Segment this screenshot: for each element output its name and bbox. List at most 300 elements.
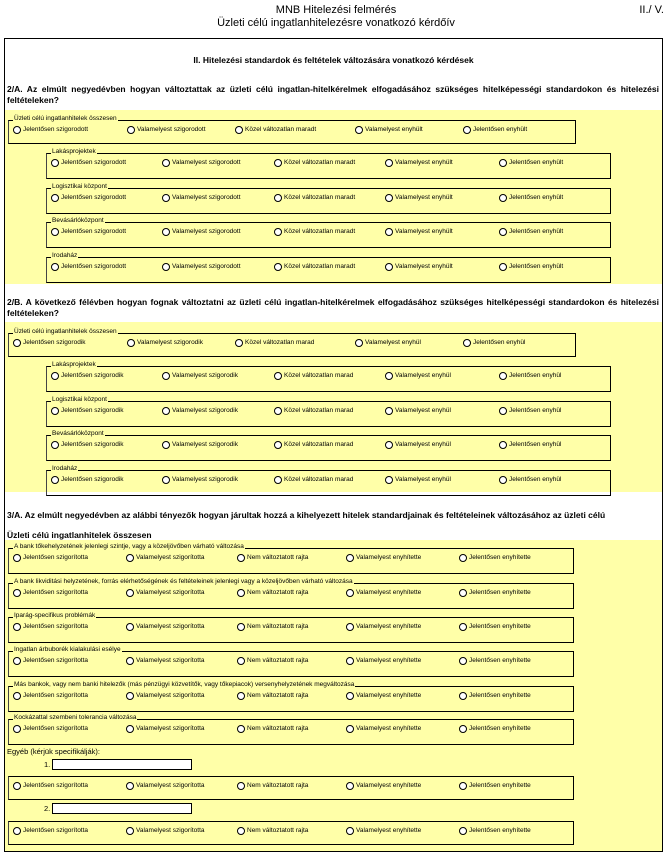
radio-circle-icon[interactable] [13, 827, 21, 835]
option-label: Jelentősen szigorodott [23, 126, 89, 133]
option-q3a-other-2[interactable] [237, 826, 308, 835]
option-label: Jelentősen enyhült [509, 194, 564, 201]
radio-circle-icon[interactable] [274, 441, 282, 449]
option-q3a-1-2[interactable] [237, 588, 308, 597]
radio-circle-icon[interactable] [13, 589, 21, 597]
option-q3a-2-2[interactable] [237, 622, 308, 631]
option-label: Valamelyest szigorodott [172, 159, 241, 166]
group-label: Üzleti célú ingatlanhitelek összesen [14, 328, 117, 335]
radio-circle-icon[interactable] [346, 589, 354, 597]
option-q2b-2-3[interactable] [385, 406, 451, 415]
option-q2a-1-1[interactable] [162, 158, 241, 167]
option-q3a-0-2[interactable] [237, 553, 308, 562]
option-q2a-3-2[interactable] [274, 227, 355, 236]
option-q2a-0-3[interactable] [355, 125, 423, 134]
group-q3a-0 [8, 543, 574, 574]
option-label: Jelentősen enyhítette [469, 692, 531, 699]
radio-circle-icon[interactable] [346, 657, 354, 665]
other-label: Egyéb (kérjük specifikálják): [7, 747, 100, 756]
radio-circle-icon[interactable] [274, 159, 282, 167]
option-label: Jelentősen szigorította [23, 657, 89, 664]
group-label: Iparág-specifikus problémák [14, 612, 96, 619]
option-label: Valamelyest enyhítette [356, 827, 422, 834]
option-q2b-0-0[interactable] [13, 338, 86, 347]
option-label: Jelentősen szigorodik [61, 441, 124, 448]
radio-circle-icon[interactable] [459, 692, 467, 700]
radio-circle-icon[interactable] [499, 476, 507, 484]
radio-circle-icon[interactable] [346, 725, 354, 733]
option-q2b-3-2[interactable] [274, 440, 353, 449]
option-label: Jelentősen enyhítette [469, 782, 531, 789]
radio-circle-icon[interactable] [459, 657, 467, 665]
option-q2a-1-3[interactable] [385, 158, 453, 167]
option-q2b-0-2[interactable] [235, 338, 314, 347]
option-q2a-2-2[interactable] [274, 193, 355, 202]
radio-circle-icon[interactable] [51, 476, 59, 484]
radio-circle-icon[interactable] [385, 194, 393, 202]
option-q2b-2-1[interactable] [162, 406, 238, 415]
option-q3a-2-3[interactable] [346, 622, 421, 631]
group-q3a-3 [8, 646, 574, 677]
radio-circle-icon[interactable] [13, 692, 21, 700]
option-label: Valamelyest enyhítette [356, 657, 422, 664]
group-q2b-4 [46, 465, 611, 496]
option-label: Valamelyest szigorította [136, 692, 205, 699]
option-label: Jelentősen szigorította [23, 827, 89, 834]
option-q3a-0-0[interactable] [13, 553, 88, 562]
radio-circle-icon[interactable] [162, 263, 170, 271]
radio-circle-icon[interactable] [51, 263, 59, 271]
option-label: Közel változatlan maradt [284, 159, 356, 166]
option-q2a-4-1[interactable] [162, 262, 241, 271]
option-label: Közel változatlan marad [284, 407, 354, 414]
radio-circle-icon[interactable] [499, 159, 507, 167]
radio-circle-icon[interactable] [237, 657, 245, 665]
option-q3a-other-1[interactable] [126, 781, 205, 790]
option-q2a-3-1[interactable] [162, 227, 241, 236]
radio-circle-icon[interactable] [13, 657, 21, 665]
option-label: Valamelyest szigorodik [172, 441, 238, 448]
group-label: Logisztikai központ [52, 396, 107, 403]
option-q2b-4-4[interactable] [499, 475, 561, 484]
group-label: A bank likviditási helyzetének, forrás elérhetőségének és feltételeinek jelenlegi vagy a közeljövőben várható változása [14, 578, 353, 585]
option-q2b-4-2[interactable] [274, 475, 353, 484]
group-label: Bevásárlóközpont [52, 430, 104, 437]
option-q2b-1-2[interactable] [274, 371, 353, 380]
option-q3a-5-1[interactable] [126, 724, 205, 733]
option-label: Jelentősen szigorította [23, 589, 89, 596]
radio-circle-icon[interactable] [274, 407, 282, 415]
option-q2a-1-4[interactable] [499, 158, 563, 167]
option-q2b-0-3[interactable] [355, 338, 421, 347]
option-label: Jelentősen enyhül [473, 339, 526, 346]
option-label: Valamelyest enyhítette [356, 782, 422, 789]
option-label: Valamelyest enyhítette [356, 554, 422, 561]
option-q2a-1-0[interactable] [51, 158, 126, 167]
radio-circle-icon[interactable] [127, 126, 135, 134]
group-q3a-1 [8, 578, 574, 609]
radio-circle-icon[interactable] [13, 554, 21, 562]
option-label: Valamelyest enyhül [395, 407, 451, 414]
radio-circle-icon[interactable] [499, 372, 507, 380]
form-subtitle: Üzleti célú ingatlanhitelezésre vonatkozó kérdőív [217, 17, 455, 29]
option-label: Valamelyest szigorodik [172, 372, 238, 379]
radio-circle-icon[interactable] [162, 441, 170, 449]
option-q2b-4-1[interactable] [162, 475, 238, 484]
radio-circle-icon[interactable] [237, 827, 245, 835]
group-q2b-3 [46, 430, 611, 461]
option-label: Valamelyest szigorodott [172, 263, 241, 270]
radio-circle-icon[interactable] [13, 623, 21, 631]
option-label: Valamelyest enyhült [395, 263, 453, 270]
radio-circle-icon[interactable] [385, 441, 393, 449]
radio-circle-icon[interactable] [51, 441, 59, 449]
option-label: Valamelyest szigorodott [137, 126, 206, 133]
group-q3a-null [8, 821, 574, 845]
option-label: Nem változtatott rajta [247, 657, 309, 664]
option-q3a-other-0[interactable] [13, 781, 88, 790]
option-label: Jelentősen szigorította [23, 692, 89, 699]
radio-circle-icon[interactable] [51, 228, 59, 236]
radio-circle-icon[interactable] [346, 782, 354, 790]
option-q2b-3-0[interactable] [51, 440, 124, 449]
option-label: Jelentősen szigorította [23, 623, 89, 630]
radio-circle-icon[interactable] [237, 725, 245, 733]
group-label: Irodaház [52, 465, 78, 472]
radio-circle-icon[interactable] [126, 692, 134, 700]
option-label: Jelentősen szigorodik [61, 407, 124, 414]
option-label: Valamelyest szigorodott [172, 228, 241, 235]
group-q2a-2 [46, 183, 611, 214]
option-q2a-0-1[interactable] [127, 125, 206, 134]
option-q3a-1-3[interactable] [346, 588, 421, 597]
option-q2b-4-3[interactable] [385, 475, 451, 484]
radio-circle-icon[interactable] [385, 263, 393, 271]
option-q2a-2-0[interactable] [51, 193, 126, 202]
option-label: Jelentősen szigorította [23, 725, 89, 732]
group-label: Lakásprojektek [52, 148, 96, 155]
radio-circle-icon[interactable] [385, 476, 393, 484]
option-q2b-4-0[interactable] [51, 475, 124, 484]
option-label: Nem változtatott rajta [247, 554, 309, 561]
radio-circle-icon[interactable] [126, 589, 134, 597]
option-q2b-1-1[interactable] [162, 371, 238, 380]
question-2a: 2/A. Az elmúlt negyedévben hogyan változtattak az üzleti célú ingatlan-hitelkérelmek elfogadásához szükséges hitelképességi standardokon és hitelezési feltételeken? [7, 84, 659, 105]
group-q2a-4 [46, 252, 611, 283]
question-3a: 3/A. Az elmúlt negyedévben az alábbi tényezők hogyan járultak hozzá a kihelyezett hitelek standardjainak és feltételeinek változásához az üzleti célú [7, 510, 606, 520]
radio-circle-icon[interactable] [346, 554, 354, 562]
radio-circle-icon[interactable] [499, 407, 507, 415]
group-q2b-0 [8, 328, 576, 357]
radio-circle-icon[interactable] [459, 725, 467, 733]
option-label: Valamelyest szigorodott [172, 194, 241, 201]
option-q3a-other-0[interactable] [13, 826, 88, 835]
radio-circle-icon[interactable] [235, 339, 243, 347]
option-q3a-1-0[interactable] [13, 588, 88, 597]
radio-circle-icon[interactable] [499, 441, 507, 449]
option-label: Jelentősen enyhítette [469, 657, 531, 664]
option-q2a-1-2[interactable] [274, 158, 355, 167]
option-q2a-4-2[interactable] [274, 262, 355, 271]
radio-circle-icon[interactable] [126, 623, 134, 631]
option-label: Jelentősen enyhítette [469, 589, 531, 596]
option-q2b-2-4[interactable] [499, 406, 561, 415]
option-q2a-4-4[interactable] [499, 262, 563, 271]
option-label: Közel változatlan maradt [284, 194, 356, 201]
other-input-1[interactable] [52, 759, 192, 770]
radio-circle-icon[interactable] [459, 589, 467, 597]
option-q3a-5-2[interactable] [237, 724, 308, 733]
option-label: Jelentősen szigorította [23, 554, 89, 561]
option-label: Jelentősen enyhült [509, 263, 564, 270]
radio-circle-icon[interactable] [13, 126, 21, 134]
option-label: Jelentősen szigorodik [61, 476, 124, 483]
option-q2a-2-4[interactable] [499, 193, 563, 202]
option-label: Közel változatlan maradt [284, 263, 356, 270]
radio-circle-icon[interactable] [385, 228, 393, 236]
option-q2b-1-3[interactable] [385, 371, 451, 380]
option-q2b-0-1[interactable] [127, 338, 203, 347]
radio-circle-icon[interactable] [126, 827, 134, 835]
radio-circle-icon[interactable] [126, 725, 134, 733]
other-number-1: 1. [44, 760, 51, 769]
option-label: Valamelyest szigorította [136, 623, 205, 630]
radio-circle-icon[interactable] [499, 228, 507, 236]
option-q3a-2-4[interactable] [459, 622, 531, 631]
radio-circle-icon[interactable] [237, 623, 245, 631]
option-q2a-2-3[interactable] [385, 193, 453, 202]
option-q3a-3-4[interactable] [459, 656, 531, 665]
radio-circle-icon[interactable] [237, 782, 245, 790]
group-q2b-1 [46, 361, 611, 392]
radio-circle-icon[interactable] [235, 126, 243, 134]
option-q3a-3-3[interactable] [346, 656, 421, 665]
group-label: Más bankok, vagy nem banki hitelezők (más pénzügyi közvetítők, vagy tőkepiacok) versenyhelyzetének megváltozása [14, 681, 355, 688]
radio-circle-icon[interactable] [499, 263, 507, 271]
option-label: Jelentősen szigorodott [61, 159, 127, 166]
radio-circle-icon[interactable] [162, 476, 170, 484]
radio-circle-icon[interactable] [274, 263, 282, 271]
radio-circle-icon[interactable] [162, 194, 170, 202]
option-q2b-3-3[interactable] [385, 440, 451, 449]
radio-circle-icon[interactable] [51, 194, 59, 202]
option-label: Jelentősen enyhül [509, 407, 562, 414]
q3a-subtitle: Üzleti célú ingatlanhitelek összesen [7, 530, 152, 540]
radio-circle-icon[interactable] [459, 554, 467, 562]
option-q3a-0-4[interactable] [459, 553, 531, 562]
option-q3a-3-0[interactable] [13, 656, 88, 665]
radio-circle-icon[interactable] [51, 372, 59, 380]
radio-circle-icon[interactable] [127, 339, 135, 347]
other-input-2[interactable] [52, 803, 192, 814]
radio-circle-icon[interactable] [355, 126, 363, 134]
option-label: Jelentősen szigorodik [61, 372, 124, 379]
option-label: Jelentősen enyhül [509, 441, 562, 448]
option-q2b-0-4[interactable] [463, 338, 525, 347]
option-label: Közel változatlan maradt [245, 126, 317, 133]
option-q3a-other-4[interactable] [459, 781, 531, 790]
group-q3a-2 [8, 612, 574, 643]
option-q3a-0-1[interactable] [126, 553, 205, 562]
group-label: Üzleti célú ingatlanhitelek összesen [14, 115, 117, 122]
option-q2b-2-2[interactable] [274, 406, 353, 415]
option-label: Valamelyest enyhül [395, 441, 451, 448]
option-label: Jelentősen enyhítette [469, 623, 531, 630]
radio-circle-icon[interactable] [459, 782, 467, 790]
option-label: Közel változatlan marad [284, 372, 354, 379]
radio-circle-icon[interactable] [237, 692, 245, 700]
group-label: Lakásprojektek [52, 361, 96, 368]
option-label: Valamelyest szigorította [136, 725, 205, 732]
option-label: Közel változatlan maradt [284, 228, 356, 235]
radio-circle-icon[interactable] [274, 372, 282, 380]
option-label: Jelentősen enyhült [509, 159, 564, 166]
option-q2a-0-4[interactable] [463, 125, 527, 134]
option-q3a-0-3[interactable] [346, 553, 421, 562]
option-q2a-3-4[interactable] [499, 227, 563, 236]
option-q3a-1-4[interactable] [459, 588, 531, 597]
option-label: Valamelyest szigorította [136, 827, 205, 834]
option-q2a-3-3[interactable] [385, 227, 453, 236]
other-number-2: 2. [44, 804, 51, 813]
question-2b: 2/B. A következő félévben hogyan fognak változtatni az üzleti célú ingatlan-hitelkérelmek elfogadásához szükséges hitelképességi standardokon és hitelezési feltételeken? [7, 297, 659, 318]
option-q3a-other-3[interactable] [346, 826, 421, 835]
option-q3a-5-4[interactable] [459, 724, 531, 733]
option-q2b-2-0[interactable] [51, 406, 124, 415]
radio-circle-icon[interactable] [126, 657, 134, 665]
option-q3a-2-0[interactable] [13, 622, 88, 631]
radio-circle-icon[interactable] [459, 827, 467, 835]
option-label: Valamelyest szigorodik [172, 407, 238, 414]
option-label: Valamelyest enyhül [395, 372, 451, 379]
option-label: Jelentősen enyhítette [469, 827, 531, 834]
option-label: Jelentősen szigorította [23, 782, 89, 789]
option-label: Valamelyest enyhítette [356, 623, 422, 630]
option-q2a-4-3[interactable] [385, 262, 453, 271]
group-label: Kockázattal szembeni tolerancia változása [14, 714, 137, 721]
option-q3a-4-1[interactable] [126, 691, 205, 700]
option-q3a-other-4[interactable] [459, 826, 531, 835]
radio-circle-icon[interactable] [126, 554, 134, 562]
option-label: Jelentősen enyhül [509, 476, 562, 483]
radio-circle-icon[interactable] [162, 407, 170, 415]
option-label: Jelentősen szigorodott [61, 194, 127, 201]
option-q3a-2-1[interactable] [126, 622, 205, 631]
option-label: Valamelyest enyhítette [356, 589, 422, 596]
radio-circle-icon[interactable] [274, 476, 282, 484]
group-label: Logisztikai központ [52, 183, 107, 190]
group-q3a-null [8, 776, 574, 800]
radio-circle-icon[interactable] [274, 228, 282, 236]
option-label: Nem változtatott rajta [247, 589, 309, 596]
radio-circle-icon[interactable] [355, 339, 363, 347]
radio-circle-icon[interactable] [126, 782, 134, 790]
option-label: Valamelyest enyhült [395, 194, 453, 201]
option-q2b-1-4[interactable] [499, 371, 561, 380]
option-label: Nem változtatott rajta [247, 827, 309, 834]
option-label: Jelentősen szigorodik [23, 339, 86, 346]
radio-circle-icon[interactable] [13, 339, 21, 347]
radio-circle-icon[interactable] [162, 159, 170, 167]
group-label: Bevásárlóközpont [52, 217, 104, 224]
option-q3a-4-2[interactable] [237, 691, 308, 700]
option-label: Jelentősen enyhül [509, 372, 562, 379]
radio-circle-icon[interactable] [385, 159, 393, 167]
option-label: Nem változtatott rajta [247, 692, 309, 699]
radio-circle-icon[interactable] [51, 159, 59, 167]
option-label: Valamelyest enyhül [365, 339, 421, 346]
option-q3a-4-3[interactable] [346, 691, 421, 700]
option-q2a-0-2[interactable] [235, 125, 316, 134]
option-q2a-2-1[interactable] [162, 193, 241, 202]
option-q3a-other-3[interactable] [346, 781, 421, 790]
radio-circle-icon[interactable] [385, 372, 393, 380]
option-label: Közel változatlan marad [284, 476, 354, 483]
group-label: Ingatlan árbuborék kialakulási esélye [14, 646, 121, 653]
radio-circle-icon[interactable] [162, 372, 170, 380]
option-q3a-other-2[interactable] [237, 781, 308, 790]
option-label: Nem változtatott rajta [247, 782, 309, 789]
option-label: Valamelyest szigorította [136, 554, 205, 561]
group-q3a-4 [8, 681, 574, 712]
option-q3a-5-3[interactable] [346, 724, 421, 733]
option-q3a-4-4[interactable] [459, 691, 531, 700]
option-q3a-other-1[interactable] [126, 826, 205, 835]
option-q2b-3-1[interactable] [162, 440, 238, 449]
option-q2a-4-0[interactable] [51, 262, 126, 271]
option-q3a-3-1[interactable] [126, 656, 205, 665]
radio-circle-icon[interactable] [346, 623, 354, 631]
option-label: Nem változtatott rajta [247, 623, 309, 630]
radio-circle-icon[interactable] [237, 554, 245, 562]
radio-circle-icon[interactable] [463, 126, 471, 134]
option-label: Jelentősen enyhült [473, 126, 528, 133]
group-q2a-1 [46, 148, 611, 179]
option-q3a-4-0[interactable] [13, 691, 88, 700]
option-q3a-3-2[interactable] [237, 656, 308, 665]
radio-circle-icon[interactable] [237, 589, 245, 597]
radio-circle-icon[interactable] [463, 339, 471, 347]
option-q3a-1-1[interactable] [126, 588, 205, 597]
option-label: Valamelyest szigorította [136, 657, 205, 664]
radio-circle-icon[interactable] [13, 782, 21, 790]
option-label: Valamelyest enyhítette [356, 725, 422, 732]
radio-circle-icon[interactable] [385, 407, 393, 415]
radio-circle-icon[interactable] [499, 194, 507, 202]
option-label: Valamelyest enyhült [395, 159, 453, 166]
radio-circle-icon[interactable] [346, 827, 354, 835]
option-q2a-0-0[interactable] [13, 125, 88, 134]
group-q2b-2 [46, 396, 611, 427]
radio-circle-icon[interactable] [459, 623, 467, 631]
radio-circle-icon[interactable] [51, 407, 59, 415]
option-q2a-3-0[interactable] [51, 227, 126, 236]
radio-circle-icon[interactable] [274, 194, 282, 202]
option-label: Jelentősen szigorodott [61, 263, 127, 270]
option-label: Jelentősen szigorodott [61, 228, 127, 235]
option-q3a-5-0[interactable] [13, 724, 88, 733]
option-label: Közel változatlan marad [245, 339, 315, 346]
option-q2b-1-0[interactable] [51, 371, 124, 380]
section-title: II. Hitelezési standardok és feltételek változására vonatkozó kérdések [193, 55, 474, 65]
group-label: A bank tőkehelyzetének jelenlegi szintje, vagy a közeljövőben várható változása [14, 543, 244, 550]
radio-circle-icon[interactable] [162, 228, 170, 236]
option-label: Valamelyest szigorodik [172, 476, 238, 483]
option-label: Valamelyest szigorodik [137, 339, 203, 346]
radio-circle-icon[interactable] [346, 692, 354, 700]
radio-circle-icon[interactable] [13, 725, 21, 733]
option-q2b-3-4[interactable] [499, 440, 561, 449]
